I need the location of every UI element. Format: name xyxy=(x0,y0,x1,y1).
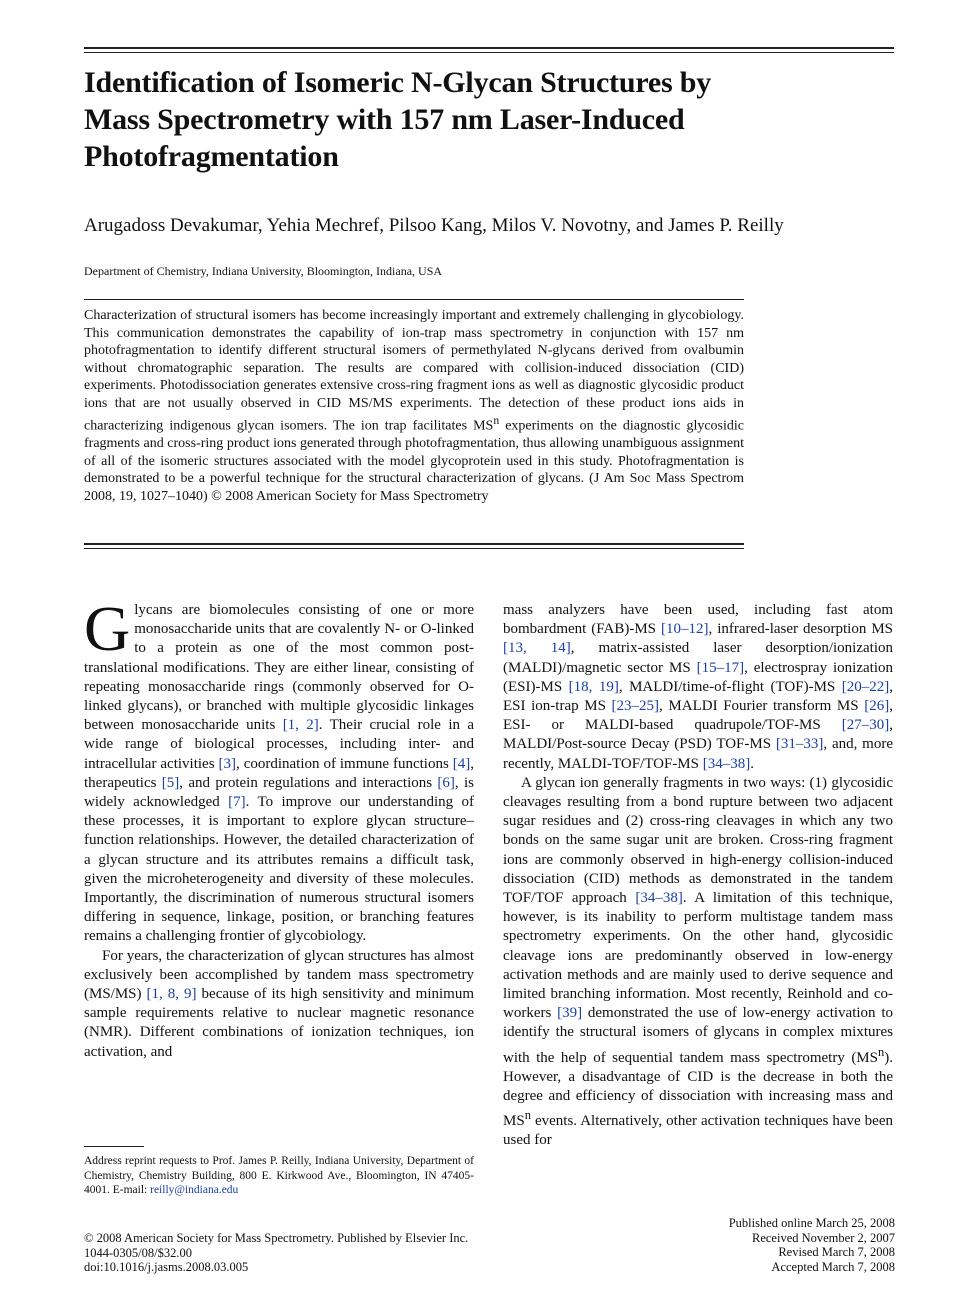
citation-link[interactable]: [15–17] xyxy=(696,659,745,676)
abstract-bottom-rule xyxy=(84,543,744,545)
citation-link[interactable]: [10–12] xyxy=(661,621,709,638)
top-rule-thin xyxy=(84,52,894,53)
citation-link[interactable]: [23–25] xyxy=(611,698,660,715)
dates-block xyxy=(729,1216,895,1274)
citation-link[interactable]: [31–33] xyxy=(775,736,824,753)
footnote-rule xyxy=(84,1146,144,1147)
right-column xyxy=(503,601,893,1151)
intro-paragraph-1: Glycans are biomolecules consisting of one or more monosaccharide units that are covalently N- or O-linked to a protein as one of the most common post-translational modifications. They are either linear, consisting of repeating monosaccharide rings (commonly observed for O-linked glycans), or branched with multiple glycosidic linkages between monosaccharide units [1, 2]. Their crucial role in a wide range of biological processes, including inter- and intracellular activities [3], coordination of immune functions [4], therapeutics [5], and protein regulations and interactions [6], is widely acknowledged [7]. To improve our understanding of these processes, it is important to explore glycan structure–function relationships. However, the detailed characterization of a glycan structure and its attributes remains a difficult task, given the microheterogeneity and diversity of these molecules. Importantly, the discrimination of numerous structural isomers differing in sequence, linkage, position, or branching features remains a challenging frontier of glycobiology. xyxy=(84,593,475,945)
doi: doi:10.1016/j.jasms.2008.03.005 xyxy=(84,1260,249,1274)
intro-paragraph-3: mass analyzers have been used, including fast atom bombardment (FAB)-MS [10–12], infrared-laser desorption MS [13, 14], matrix-assisted laser desorption/ionization (MALDI)/magnetic sector MS [15–17], electrospray ionization (ESI)-MS [18, 19], MALDI/time-of-flight (TOF)-MS [20–22], ESI ion-trap MS [23–25], MALDI Fourier transform MS [26], ESI- or MALDI-based quadrupole/TOF-MS [27–30], MALDI/Post-source Decay (PSD) TOF-MS [31–33], and, more recently, MALDI-TOF/TOF-MS [34–38]. xyxy=(503,602,893,772)
abstract-text-1: Characterization of structural isomers has become increasingly important and extremely challenging in glycobiology. This communication demonstrates the capability of ion-trap mass spectrometry in conjunction with 157 nm photofragmentation to identify different structural isomers of permethylated N-glycans derived from ovalbumin without chromatographic separation. The results are compared with collision-induced dissociation (CID) experiments. Photodissociation generates extensive cross-ring fragment ions as well as diagnostic glycosidic product ions that are not usually observed in CID MS/MS experiments. The detection of these product ions aids in characterizing indigenous glycan isomers. The ion trap facilitates MS xyxy=(84,308,744,434)
revised-date: Revised March 7, 2008 xyxy=(778,1245,895,1259)
published-online-date: Published online March 25, 2008 xyxy=(728,1216,895,1230)
received-date: Received November 2, 2007 xyxy=(751,1230,895,1245)
citation-link[interactable]: [20–22] xyxy=(841,678,890,695)
email-link[interactable]: reilly@indiana.edu xyxy=(150,1184,239,1196)
abstract-top-rule xyxy=(84,299,744,300)
citation-link[interactable]: [34–38] xyxy=(635,890,683,907)
left-column xyxy=(84,593,475,1062)
abstract xyxy=(84,307,744,505)
copyright-line: © 2008 American Society for Mass Spectrometry. Published by Elsevier Inc. xyxy=(84,1231,469,1245)
citation-link[interactable]: [6] xyxy=(437,774,455,791)
correspondence-footnote: Address reprint requests to Prof. James P. Reilly, Indiana University, Department of Chemistry, Chemistry Building, 800 E. Kirkwood Ave., Bloomington, IN 47405-4001. E-mail: reilly@indiana.edu xyxy=(84,1155,474,1196)
article-title: Identification of Isomeric N-Glycan Structures by Mass Spectrometry with 157 nm Laser-Induced Photofragmentation xyxy=(84,66,712,173)
drop-cap: G xyxy=(84,593,131,664)
citation-link[interactable]: [1, 2] xyxy=(282,717,319,734)
citation-link[interactable]: [18, 19] xyxy=(568,678,619,695)
affiliation: Department of Chemistry, Indiana University, Bloomington, Indiana, USA xyxy=(84,264,443,278)
accepted-date: Accepted March 7, 2008 xyxy=(771,1259,895,1274)
author-list: Arugadoss Devakumar, Yehia Mechref, Pilsoo Kang, Milos V. Novotny, and James P. Reilly xyxy=(84,215,784,236)
citation-link[interactable]: [27–30] xyxy=(841,717,890,734)
abstract-text-2: experiments on the diagnostic glycosidic fragments and cross-ring product ions generated through photofragmentation, thus allowing unambiguous assignment of all of the isomeric structures associated with the model glycoprotein used in this study. Photofragmentation is demonstrated to be a powerful technique for the structural characterization of glycans. (J Am Soc Mass Spectrom 2008, 19, 1027–1040) © 2008 American Society for Mass Spectrometry xyxy=(84,418,745,504)
top-rule xyxy=(84,47,894,49)
citation-link[interactable]: [26] xyxy=(864,698,890,715)
citation-link[interactable]: [13, 14] xyxy=(503,640,571,657)
copyright-block xyxy=(84,1231,468,1275)
intro-paragraph-4: A glycan ion generally fragments in two ways: (1) glycosidic cleavages resulting from a bond rupture between two adjacent sugar residues and (2) cross-ring cleavages in which any two bonds on the same sugar unit are broken. Cross-ring fragment ions are commonly observed in high-energy collision-induced dissociation (CID) methods as demonstrated in the tandem TOF/TOF approach [34–38]. A limitation of this technique, however, is its inability to perform multistage tandem mass spectrometry experiments. On the other hand, glycosidic cleavage ions are predominantly observed in low-energy activation methods and are mainly used to derive sequence and limited branching information. Most recently, Reinhold and co-workers [39] demonstrated the use of low-energy activation to identify the structural isomers of glycans in complex mixtures with the help of sequential tandem mass spectrometry $(MS^n)$. However, a disadvantage of CID is the decrease in both the degree and efficiency of dissociation with increasing mass and $MS^n$ events. Alternatively, other activation techniques have been used for xyxy=(503,774,893,1149)
citation-link[interactable]: [34–38] xyxy=(702,755,751,772)
issn-price: 1044-0305/08/$32.00 xyxy=(84,1245,192,1260)
intro-paragraph-2: For years, the characterization of glycan structures has almost exclusively been accomplished by tandem mass spectrometry (MS/MS) [1, 8, 9] because of its high sensitivity and minimum sample requirements relative to nuclear magnetic resonance (NMR). Different combinations of ionization techniques, ion activation, and xyxy=(84,947,474,1060)
citation-link[interactable]: [3] xyxy=(218,755,236,772)
abstract-bottom-rule-thin xyxy=(84,548,744,549)
citation-link[interactable]: [7] xyxy=(228,794,246,811)
citation-link[interactable]: [1, 8, 9] xyxy=(146,986,197,1003)
citation-link[interactable]: [39] xyxy=(557,1005,583,1022)
citation-link[interactable]: [4] xyxy=(452,755,471,772)
citation-link[interactable]: [5] xyxy=(161,774,180,791)
abstract-superscript: n xyxy=(493,414,500,427)
